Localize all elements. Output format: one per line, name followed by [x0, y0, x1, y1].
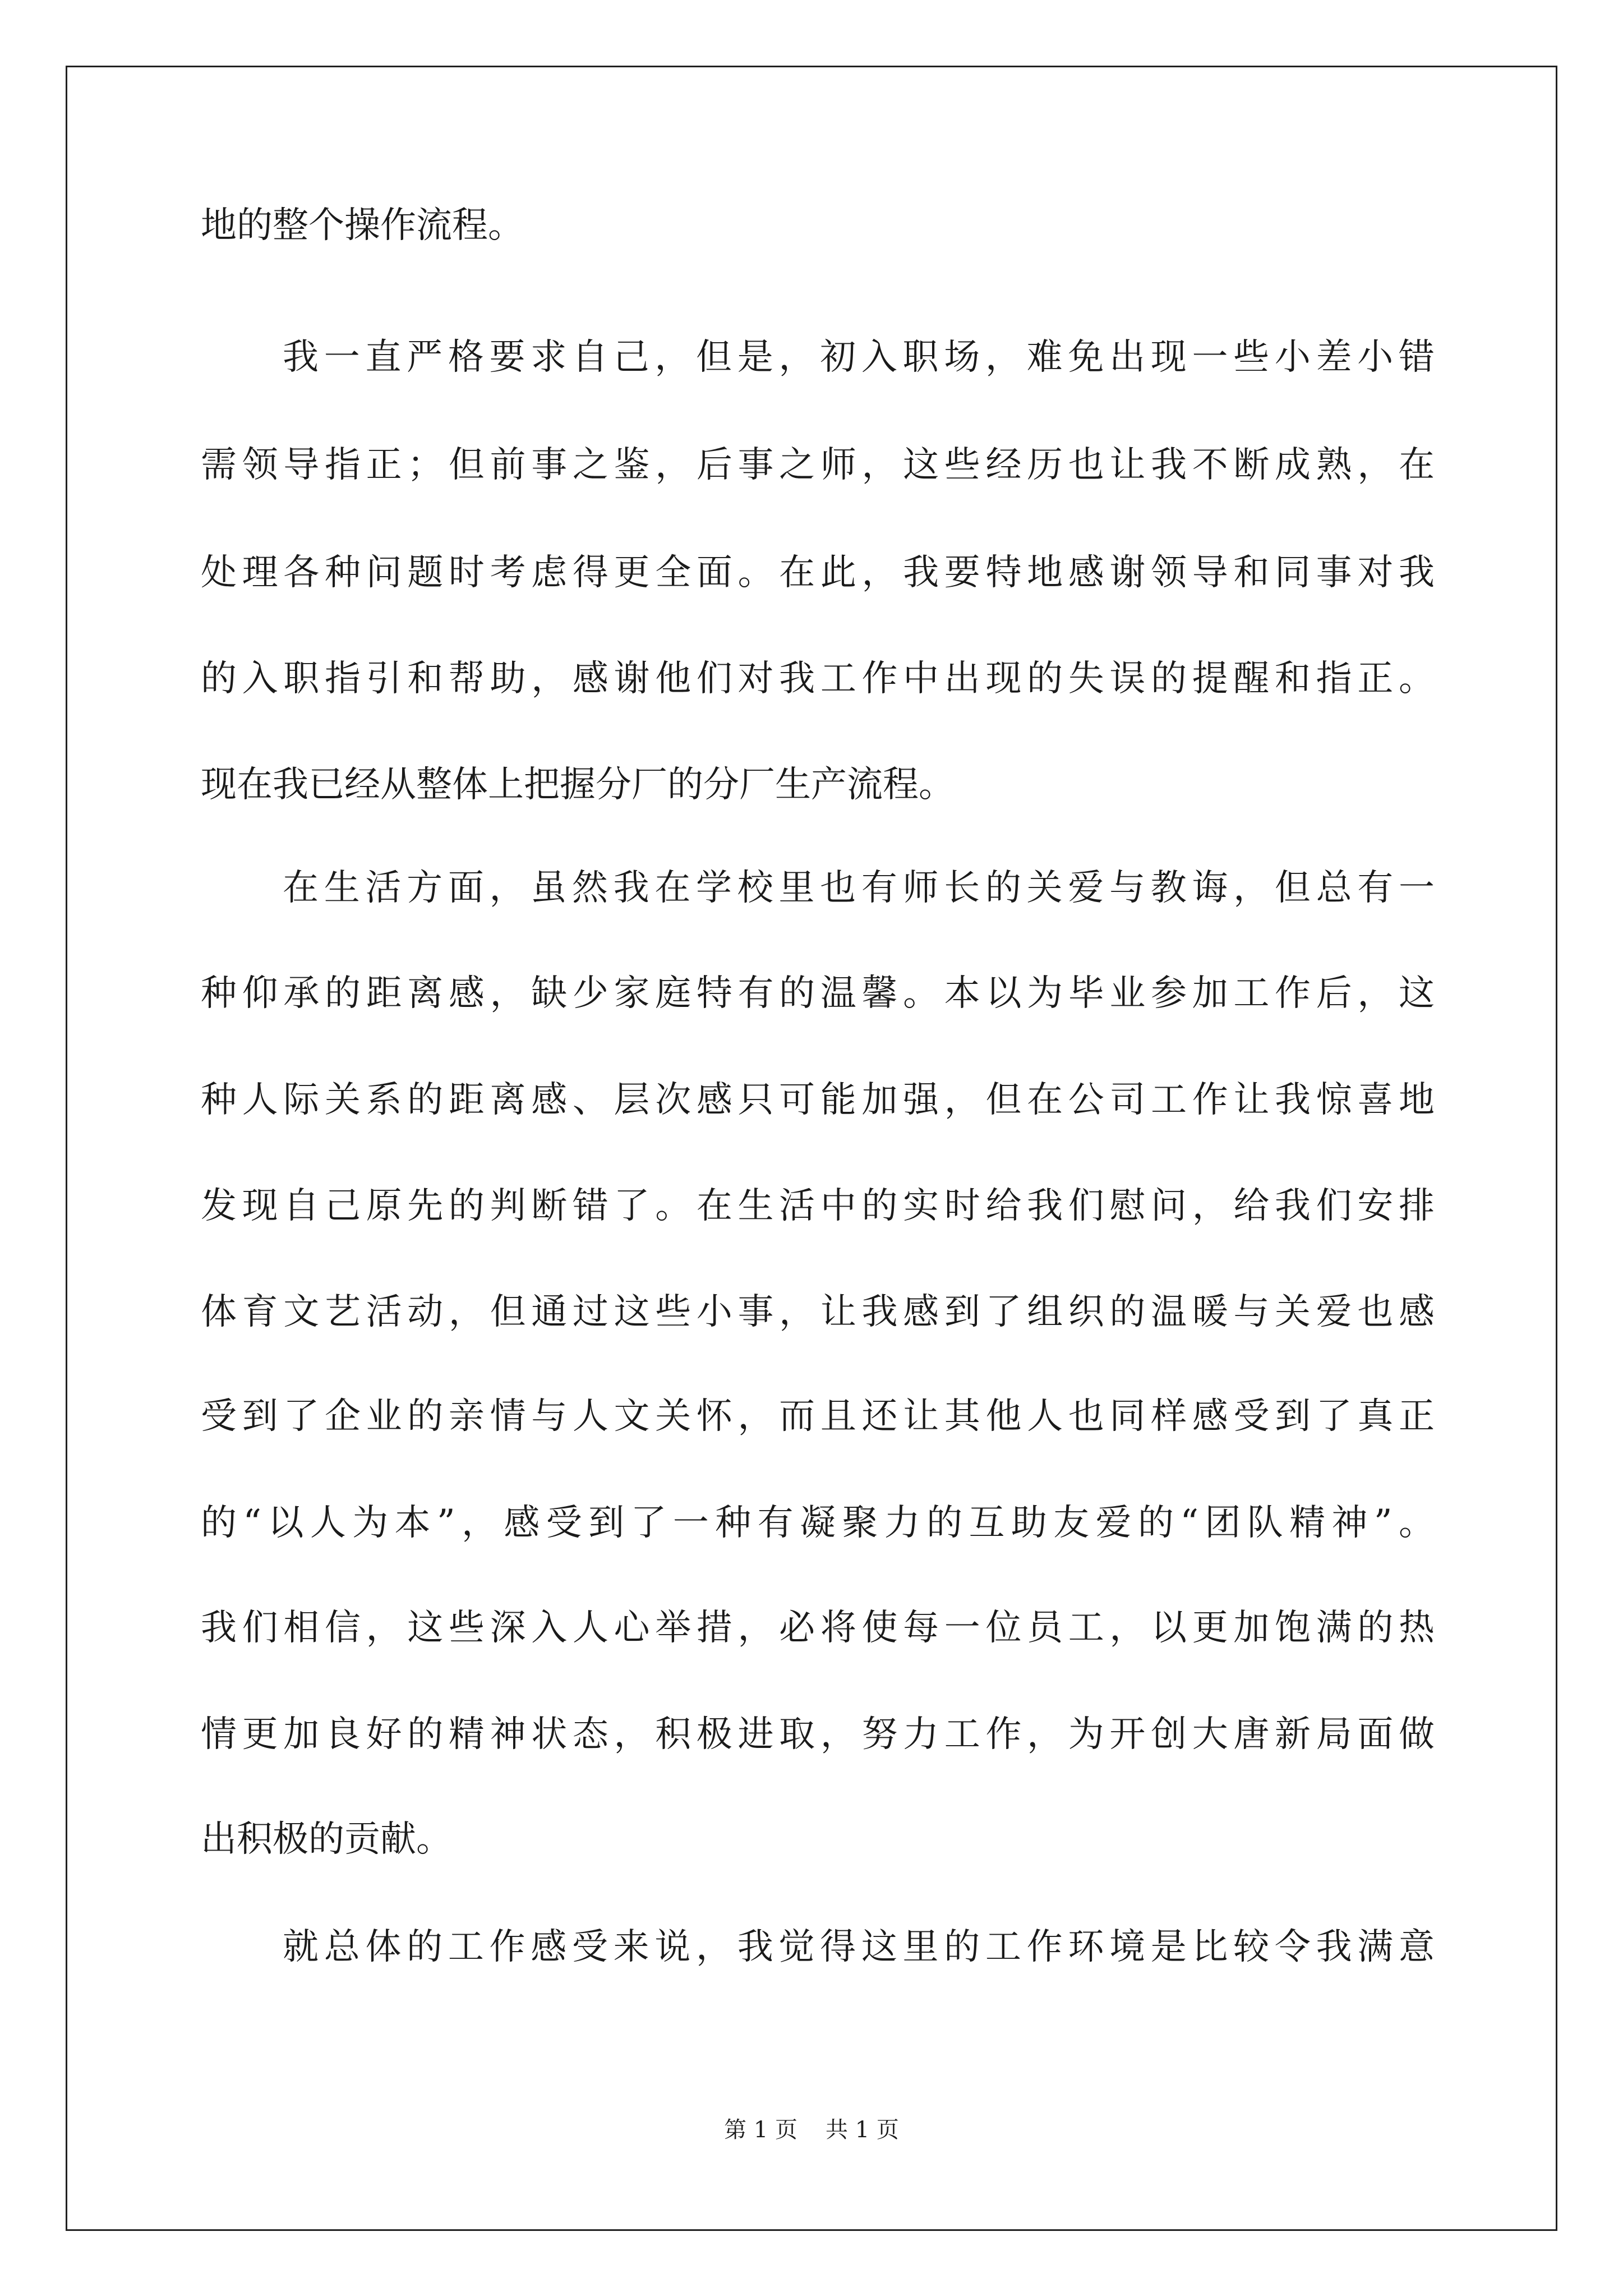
page-total: 共 1 页 — [826, 2117, 899, 2143]
text-line: 情更加良好的精神状态，积极进取，努力工作，为开创大唐新局面做 — [201, 1714, 1435, 1755]
text-line: 在生活方面，虽然我在学校里也有师长的关爱与教诲，但总有一 — [283, 867, 1435, 909]
text-line: 种人际关系的距离感、层次感只可能加强，但在公司工作让我惊喜地 — [201, 1079, 1435, 1121]
text-line: 的入职指引和帮助，感谢他们对我工作中出现的失误的提醒和指正。 — [201, 658, 1435, 700]
text-line: 受到了企业的亲情与人文关怀，而且还让其他人也同样感受到了真正 — [201, 1396, 1435, 1437]
text-line: 发现自己原先的判断错了。在生活中的实时给我们慰问，给我们安排 — [201, 1185, 1435, 1227]
page-frame — [66, 66, 1557, 2231]
text-line: 出积极的贡献。 — [201, 1819, 452, 1860]
text-line: 体育文艺活动，但通过这些小事，让我感到了组织的温暖与关爱也感 — [201, 1291, 1435, 1333]
text-line: 我们相信，这些深入人心举措，必将使每一位员工，以更加饱满的热 — [201, 1607, 1435, 1649]
text-line: 现在我已经从整体上把握分厂的分厂生产流程。 — [201, 764, 955, 806]
page-footer — [0, 2116, 1623, 2144]
text-line: 处理各种问题时考虑得更全面。在此，我要特地感谢领导和同事对我 — [201, 552, 1435, 593]
text-line: 需领导指正；但前事之鉴，后事之师，这些经历也让我不断成熟，在 — [201, 444, 1435, 486]
text-line: 就总体的工作感受来说，我觉得这里的工作环境是比较令我满意 — [283, 1926, 1435, 1968]
text-line: 地的整个操作流程。 — [201, 205, 524, 246]
page-number: 第 1 页 — [724, 2117, 797, 2143]
text-line: 的“以人为本”，感受到了一种有凝聚力的互助友爱的“团队精神”。 — [201, 1502, 1435, 1544]
text-line: 种仰承的距离感，缺少家庭特有的温馨。本以为毕业参加工作后，这 — [201, 973, 1435, 1014]
text-line: 我一直严格要求自己，但是，初入职场，难免出现一些小差小错 — [283, 337, 1435, 378]
